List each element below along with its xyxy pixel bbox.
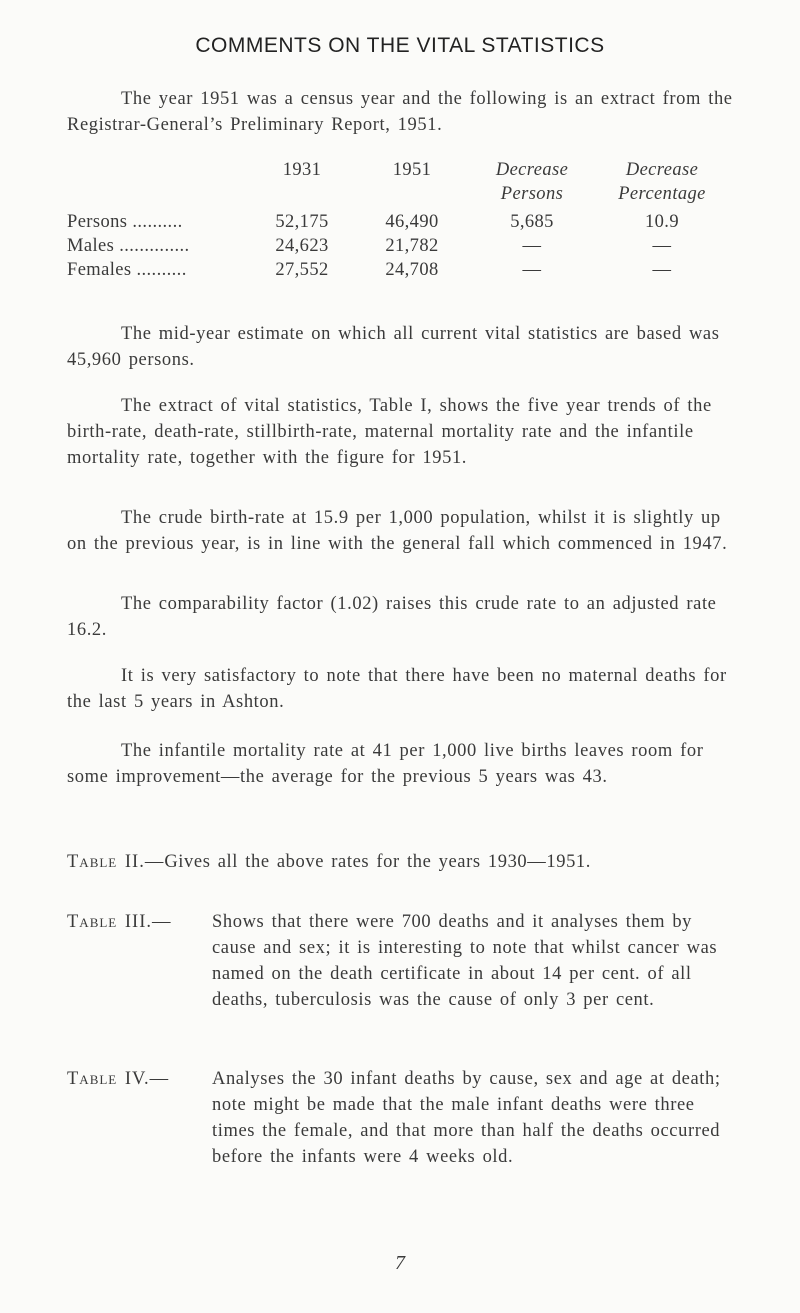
column-header-decrease-percentage-line2: Percentage	[618, 184, 706, 204]
table-cell: 5,685	[510, 212, 554, 232]
column-header-decrease-percentage-line1: Decrease	[625, 160, 699, 180]
page-number: 7	[395, 1252, 405, 1274]
table-cell: 24,623	[275, 236, 329, 256]
table-note-iii-text: Shows that there were 700 deaths and it analyses them by cause and sex; it is interesting to note that whilst cancer was named on the death certificate in about 14 per cent. of all deaths, tuberculosis was the cause of only 3 per cent.	[212, 912, 718, 1010]
table-note-key: Table III.—	[67, 912, 172, 932]
body-paragraph: The mid-year estimate on which all current vital statistics are based was 45,960 persons.	[67, 324, 720, 370]
column-header-1931: 1931	[282, 160, 322, 180]
table-note-key: Table IV.—	[67, 1069, 170, 1089]
row-label: Males ..............	[67, 236, 190, 256]
column-header-1951: 1951	[392, 160, 432, 180]
column-header-decrease-persons-line2: Persons	[500, 184, 564, 204]
column-header-decrease-persons-line1: Decrease	[495, 160, 569, 180]
row-label: Females ..........	[67, 260, 187, 280]
body-paragraph: The infantile mortality rate at 41 per 1,000 live births leaves room for some improvement—the average for the previous 5 years was 43.	[67, 741, 704, 787]
body-paragraph: The crude birth-rate at 15.9 per 1,000 population, whilst it is slightly up on the previous year, is in line with the general fall which commenced in 1947.	[67, 508, 728, 554]
census-table	[67, 160, 747, 290]
table-cell: 27,552	[275, 260, 329, 280]
page-title: COMMENTS ON THE VITAL STATISTICS	[195, 34, 605, 57]
table-cell: 21,782	[385, 236, 439, 256]
table-cell: 10.9	[645, 212, 679, 232]
table-note-iv-text: Analyses the 30 infant deaths by cause, sex and age at death; note might be made that the male infant deaths were three times the female, and that more than half the deaths occurred before the infants were 4 weeks old.	[212, 1069, 721, 1167]
table-cell: 52,175	[275, 212, 329, 232]
body-paragraph: The comparability factor (1.02) raises this crude rate to an adjusted rate 16.2.	[67, 594, 717, 640]
table-cell: 24,708	[385, 260, 439, 280]
table-cell: —	[652, 236, 672, 256]
body-paragraph: It is very satisfactory to note that there have been no maternal deaths for the last 5 years in Ashton.	[67, 666, 727, 712]
table-note-ii	[67, 849, 737, 875]
table-note-key: Table II.—	[67, 852, 165, 872]
table-cell: —	[522, 260, 542, 280]
table-cell: 46,490	[385, 212, 439, 232]
row-label: Persons ..........	[67, 212, 183, 232]
body-paragraph: The extract of vital statistics, Table I, shows the five year trends of the birth-rate, death-rate, stillbirth-rate, maternal mortality rate and the infantile mortality rate, together with the figure for 1951.	[67, 396, 712, 468]
table-cell: —	[522, 236, 542, 256]
table-note-text: Gives all the above rates for the years 1930—1951.	[164, 852, 592, 872]
table-cell: —	[652, 260, 672, 280]
intro-paragraph: The year 1951 was a census year and the following is an extract from the Registrar-General’s Preliminary Report, 1951.	[67, 89, 733, 135]
